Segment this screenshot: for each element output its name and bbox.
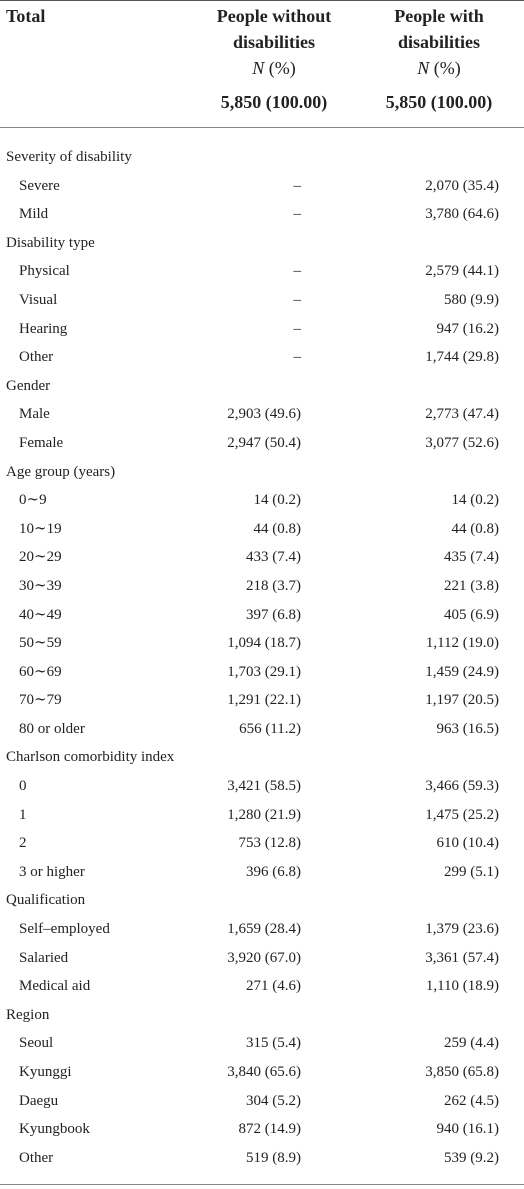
value-with-disabilities: 299 (5.1) bbox=[444, 863, 499, 880]
value-with-disabilities: 1,110 (18.9) bbox=[425, 978, 499, 995]
section-row bbox=[0, 743, 524, 772]
value-without-disabilities: – bbox=[293, 177, 301, 194]
table-row bbox=[0, 1115, 524, 1144]
header-col2-total: 5,850 (100.00) bbox=[385, 92, 493, 112]
section-row bbox=[0, 458, 524, 487]
value-with-disabilities: 3,780 (64.6) bbox=[425, 206, 499, 223]
section-label: Qualification bbox=[6, 892, 86, 909]
section-row bbox=[0, 886, 524, 915]
row-label: Mild bbox=[19, 206, 49, 223]
value-with-disabilities: 3,077 (52.6) bbox=[425, 434, 499, 451]
value-with-disabilities: 1,459 (24.9) bbox=[425, 663, 499, 680]
value-with-disabilities: 3,361 (57.4) bbox=[425, 949, 499, 966]
value-without-disabilities: 315 (5.4) bbox=[246, 1035, 301, 1052]
table-row bbox=[0, 1029, 524, 1058]
value-without-disabilities: 397 (6.8) bbox=[246, 606, 301, 623]
table-row bbox=[0, 315, 524, 344]
value-with-disabilities: 405 (6.9) bbox=[444, 606, 499, 623]
table-row bbox=[0, 915, 524, 944]
row-label: Severe bbox=[19, 177, 60, 194]
value-with-disabilities: 3,466 (59.3) bbox=[425, 778, 499, 795]
bottom-rule bbox=[0, 1184, 524, 1185]
row-label: Medical aid bbox=[19, 978, 91, 995]
section-label: Region bbox=[6, 1006, 50, 1023]
value-without-disabilities: – bbox=[293, 291, 301, 308]
header-col1-unit: N (%) bbox=[252, 58, 296, 78]
table-row bbox=[0, 829, 524, 858]
value-with-disabilities: 1,112 (19.0) bbox=[425, 635, 499, 652]
header-rule bbox=[0, 127, 524, 128]
row-label: Other bbox=[19, 1149, 54, 1166]
header-col2-line2: disabilities bbox=[397, 32, 481, 52]
table-row bbox=[0, 1087, 524, 1116]
row-label: 80 or older bbox=[19, 720, 85, 737]
table-row bbox=[0, 429, 524, 458]
row-label: Hearing bbox=[19, 320, 68, 337]
value-without-disabilities: 1,280 (21.9) bbox=[227, 806, 301, 823]
row-label: Kyunggi bbox=[19, 1064, 72, 1080]
value-with-disabilities: 14 (0.2) bbox=[451, 492, 499, 509]
header-col1-line1: People without bbox=[216, 6, 332, 26]
section-label: Gender bbox=[6, 377, 51, 394]
table-row bbox=[0, 801, 524, 830]
row-label: 2 bbox=[19, 835, 27, 852]
table-row bbox=[0, 515, 524, 544]
header-col2-line1: People with bbox=[394, 6, 484, 26]
value-without-disabilities: 14 (0.2) bbox=[253, 492, 301, 509]
value-with-disabilities: 221 (3.8) bbox=[444, 577, 499, 594]
table-row bbox=[0, 543, 524, 572]
table-row bbox=[0, 772, 524, 801]
table-row bbox=[0, 286, 524, 315]
section-label: Severity of disability bbox=[6, 149, 132, 165]
value-without-disabilities: 218 (3.7) bbox=[246, 577, 301, 594]
value-without-disabilities: – bbox=[293, 263, 301, 280]
value-with-disabilities: 435 (7.4) bbox=[444, 549, 499, 566]
value-with-disabilities: 2,579 (44.1) bbox=[425, 263, 499, 280]
value-with-disabilities: 262 (4.5) bbox=[444, 1092, 499, 1109]
row-label: 30∼39 bbox=[19, 577, 62, 594]
section-label: Age group (years) bbox=[6, 463, 116, 480]
section-row bbox=[0, 1001, 524, 1030]
row-label: Other bbox=[19, 349, 54, 366]
row-label: 0∼9 bbox=[19, 492, 47, 509]
row-label: Self–employed bbox=[19, 921, 110, 938]
table-row bbox=[0, 486, 524, 515]
row-label: 60∼69 bbox=[19, 663, 62, 680]
value-with-disabilities: 1,744 (29.8) bbox=[425, 349, 499, 366]
value-without-disabilities: – bbox=[293, 206, 301, 223]
value-without-disabilities: 519 (8.9) bbox=[246, 1149, 301, 1166]
value-without-disabilities: 1,094 (18.7) bbox=[227, 635, 301, 652]
row-label: 10∼19 bbox=[19, 520, 62, 537]
table-row bbox=[0, 601, 524, 630]
table-row bbox=[0, 686, 524, 715]
value-without-disabilities: 2,947 (50.4) bbox=[227, 434, 301, 451]
section-label: Charlson comorbidity index bbox=[6, 749, 175, 766]
value-with-disabilities: 947 (16.2) bbox=[436, 320, 499, 337]
value-with-disabilities: 539 (9.2) bbox=[444, 1149, 499, 1166]
table-row bbox=[0, 858, 524, 887]
top-rule bbox=[0, 0, 524, 1]
row-label: 1 bbox=[19, 806, 27, 823]
value-with-disabilities: 259 (4.4) bbox=[444, 1035, 499, 1052]
header-col-without-disabilities bbox=[196, 3, 352, 81]
row-label: Female bbox=[19, 434, 64, 451]
value-without-disabilities: 3,920 (67.0) bbox=[227, 949, 301, 966]
header-col1-line2: disabilities bbox=[232, 32, 316, 52]
table-row bbox=[0, 944, 524, 973]
table-row bbox=[0, 200, 524, 229]
value-without-disabilities: 44 (0.8) bbox=[253, 520, 301, 537]
table-row bbox=[0, 629, 524, 658]
value-with-disabilities: 1,197 (20.5) bbox=[425, 692, 499, 709]
table-row bbox=[0, 1058, 524, 1087]
value-with-disabilities: 940 (16.1) bbox=[436, 1121, 499, 1138]
row-label: 0 bbox=[19, 778, 27, 795]
row-label: 20∼29 bbox=[19, 549, 62, 566]
value-with-disabilities: 963 (16.5) bbox=[436, 720, 499, 737]
table-body bbox=[0, 143, 524, 1172]
row-label: Visual bbox=[19, 291, 58, 308]
section-row bbox=[0, 229, 524, 258]
value-without-disabilities: 1,291 (22.1) bbox=[227, 692, 301, 709]
row-label: Seoul bbox=[19, 1035, 54, 1052]
value-without-disabilities: 2,903 (49.6) bbox=[227, 406, 301, 423]
value-with-disabilities: 1,379 (23.6) bbox=[425, 921, 499, 938]
table-row bbox=[0, 257, 524, 286]
section-row bbox=[0, 372, 524, 401]
table-row bbox=[0, 172, 524, 201]
row-label: 50∼59 bbox=[19, 635, 62, 652]
table-row bbox=[0, 343, 524, 372]
row-label: Male bbox=[19, 406, 50, 423]
value-without-disabilities: 396 (6.8) bbox=[246, 863, 301, 880]
header-col-with-disabilities bbox=[362, 3, 516, 81]
value-with-disabilities: 610 (10.4) bbox=[436, 835, 499, 852]
value-without-disabilities: 3,421 (58.5) bbox=[227, 778, 301, 795]
value-without-disabilities: – bbox=[293, 349, 301, 366]
row-label: Kyungbook bbox=[19, 1121, 90, 1138]
value-without-disabilities: 656 (11.2) bbox=[239, 720, 301, 737]
value-with-disabilities: 2,773 (47.4) bbox=[425, 406, 499, 423]
value-without-disabilities: 304 (5.2) bbox=[246, 1092, 301, 1109]
table-row bbox=[0, 715, 524, 744]
value-with-disabilities: 580 (9.9) bbox=[444, 291, 499, 308]
value-with-disabilities: 3,850 (65.8) bbox=[425, 1064, 499, 1080]
value-without-disabilities: 1,659 (28.4) bbox=[227, 921, 301, 938]
value-without-disabilities: 872 (14.9) bbox=[238, 1121, 301, 1138]
header-total-label: Total bbox=[6, 6, 46, 26]
table-row bbox=[0, 572, 524, 601]
row-label: 3 or higher bbox=[19, 863, 85, 880]
value-without-disabilities: 271 (4.6) bbox=[246, 978, 301, 995]
section-label: Disability type bbox=[6, 234, 95, 251]
value-without-disabilities: 3,840 (65.6) bbox=[227, 1064, 301, 1080]
value-with-disabilities: 2,070 (35.4) bbox=[425, 177, 499, 194]
value-without-disabilities: 433 (7.4) bbox=[246, 549, 301, 566]
table-row bbox=[0, 1144, 524, 1173]
row-label: Physical bbox=[19, 263, 70, 280]
row-label: 40∼49 bbox=[19, 606, 62, 623]
row-label: Daegu bbox=[19, 1092, 59, 1109]
value-without-disabilities: 753 (12.8) bbox=[238, 835, 301, 852]
table-row bbox=[0, 658, 524, 687]
value-with-disabilities: 1,475 (25.2) bbox=[425, 806, 499, 823]
header-col1-total: 5,850 (100.00) bbox=[220, 92, 328, 112]
table-row bbox=[0, 400, 524, 429]
table-row bbox=[0, 972, 524, 1001]
section-row bbox=[0, 143, 524, 172]
value-without-disabilities: – bbox=[293, 320, 301, 337]
row-label: Salaried bbox=[19, 949, 69, 966]
value-without-disabilities: 1,703 (29.1) bbox=[227, 663, 301, 680]
row-label: 70∼79 bbox=[19, 692, 62, 709]
value-with-disabilities: 44 (0.8) bbox=[451, 520, 499, 537]
header-col2-unit: N (%) bbox=[417, 58, 461, 78]
